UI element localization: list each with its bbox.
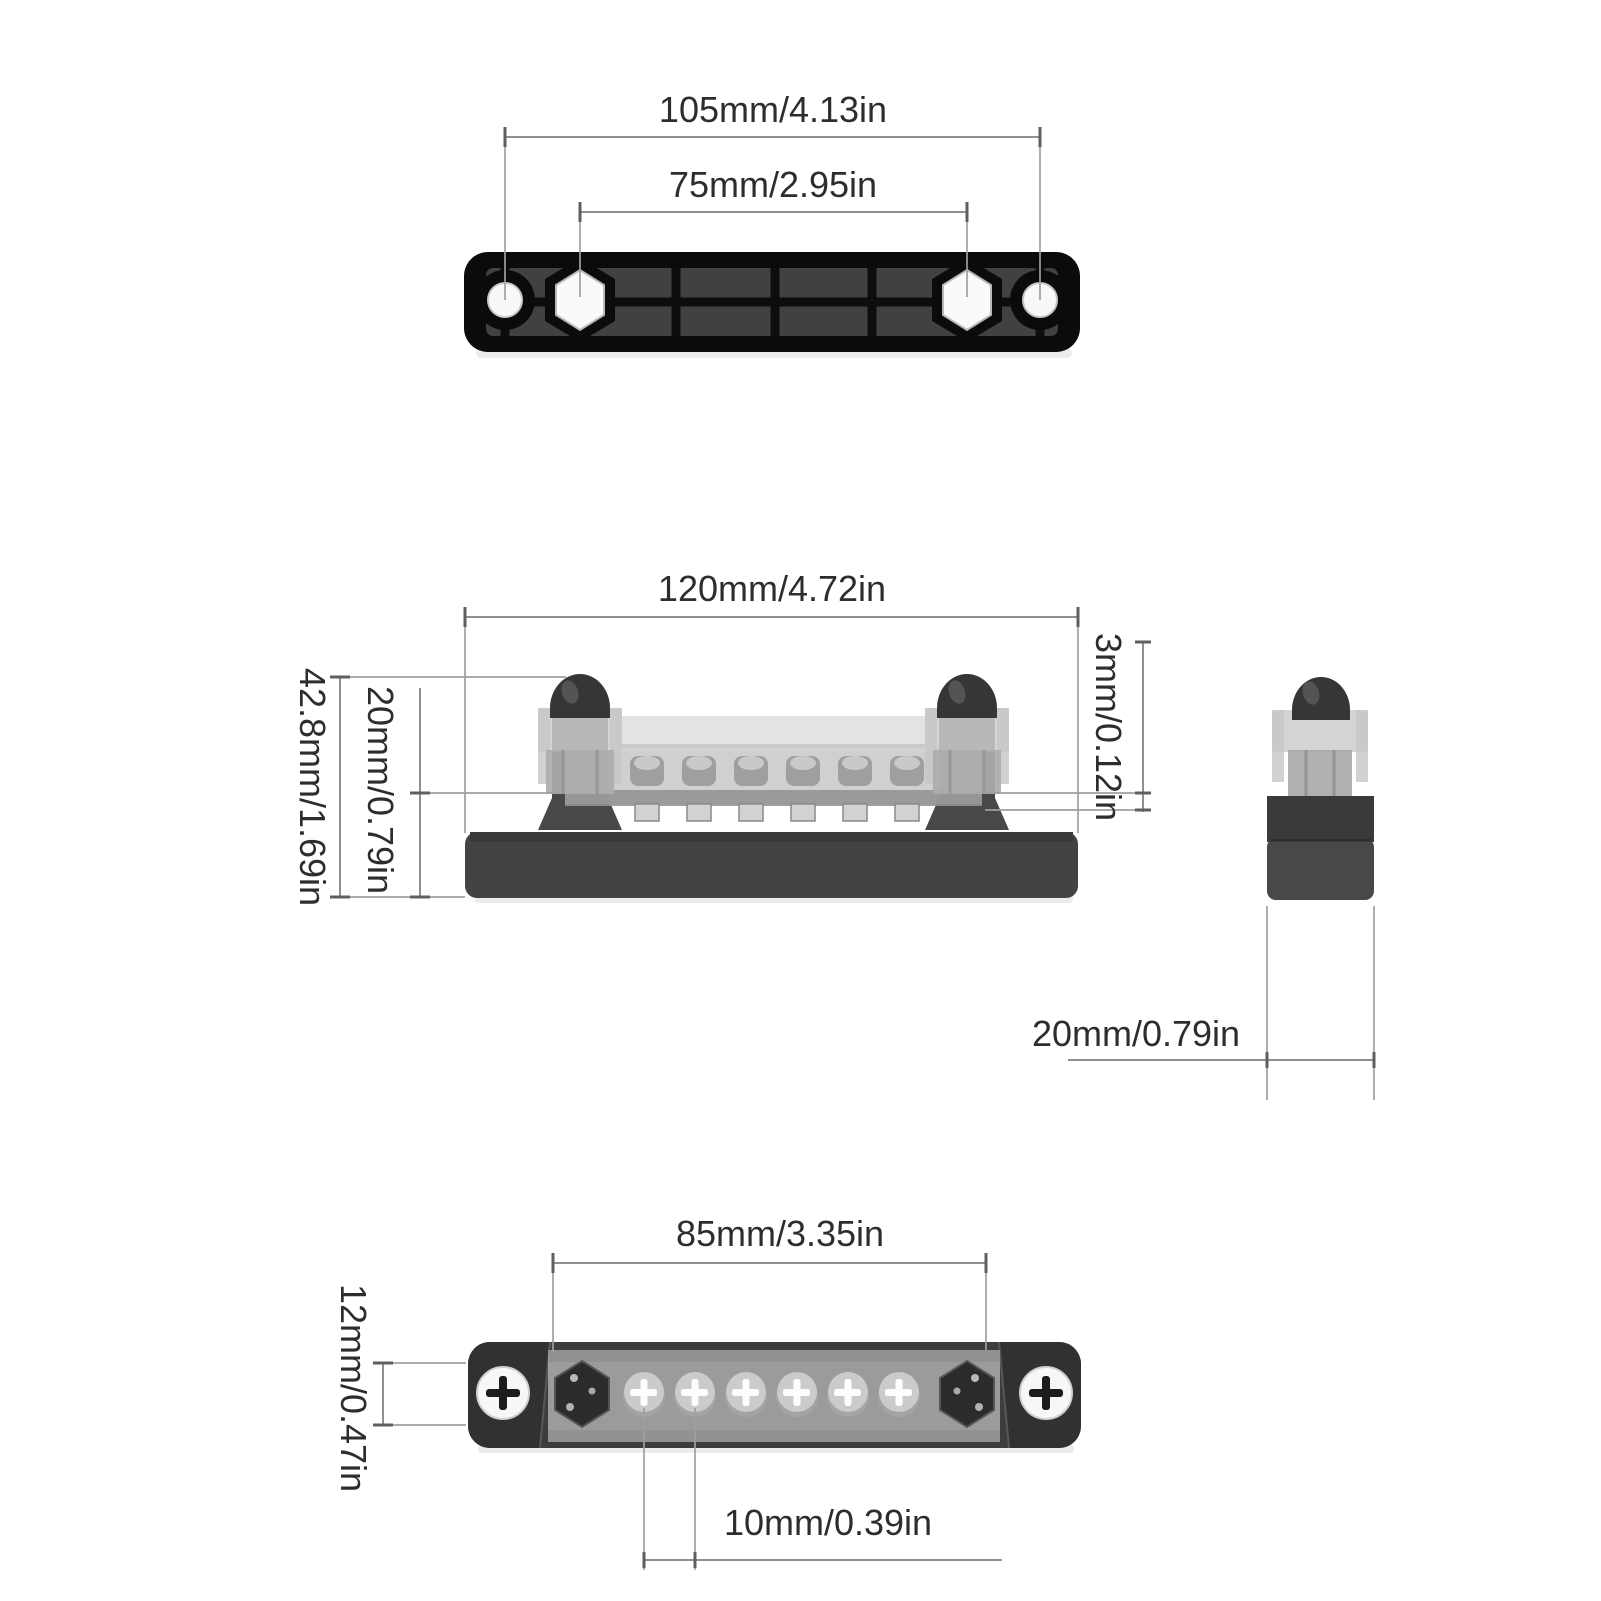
bottom-view-drawing xyxy=(468,1342,1081,1453)
screw-foot xyxy=(635,804,659,821)
terminal-screw xyxy=(776,1372,818,1417)
front-view-drawing xyxy=(465,674,1078,903)
dimension-label: 120mm/4.72in xyxy=(657,568,887,609)
dim-bottom-module-length xyxy=(553,1213,986,1352)
dimension-label: 85mm/3.35in xyxy=(675,1213,885,1254)
dim-side-depth xyxy=(1032,906,1374,1100)
hex-nut-right xyxy=(933,750,1001,794)
hex-nut-side xyxy=(1288,750,1352,798)
screw-foot xyxy=(739,804,763,821)
terminal-screw xyxy=(878,1372,920,1417)
dimension-label: 10mm/0.39in xyxy=(723,1502,933,1543)
stud-collar-side xyxy=(1272,710,1368,798)
dimension-label: 75mm/2.95in xyxy=(668,164,878,205)
screw-foot xyxy=(687,804,711,821)
dimension-label: 3mm/0.12in xyxy=(1088,632,1129,822)
base-lower-block-side xyxy=(1267,838,1374,900)
cover-crossbar-lower xyxy=(622,744,925,752)
cover-crossbar xyxy=(622,716,925,748)
stud-collar-left xyxy=(538,708,622,794)
terminal-screw xyxy=(725,1372,767,1417)
base-upper-block-side xyxy=(1267,796,1374,842)
mounting-screw-left xyxy=(477,1367,529,1419)
cover-panel-top-band xyxy=(548,1350,1000,1362)
cover-panel-bottom xyxy=(548,1350,1000,1442)
side-view xyxy=(1032,677,1374,1100)
dimension-label: 105mm/4.13in xyxy=(658,89,888,130)
bottom-view xyxy=(333,1213,1081,1570)
dimension-label: 42.8mm/1.69in xyxy=(292,667,333,907)
top-view xyxy=(464,89,1080,358)
screw-foot xyxy=(843,804,867,821)
dim-front-busbar-thickness xyxy=(985,633,1151,821)
screw-foot xyxy=(791,804,815,821)
dim-bottom-busbar-width xyxy=(333,1284,466,1492)
side-view-drawing xyxy=(1267,677,1374,900)
dimension-label: 12mm/0.47in xyxy=(333,1283,374,1493)
front-view xyxy=(292,568,1151,906)
stud-cap-left xyxy=(550,674,610,718)
mounting-screw-right xyxy=(1020,1367,1072,1419)
dimension-label: 20mm/0.79in xyxy=(1031,1013,1241,1054)
terminal-screw xyxy=(827,1372,869,1417)
screw-foot xyxy=(895,804,919,821)
stud-collar-right xyxy=(925,708,1009,794)
hex-nut-left xyxy=(546,750,614,794)
dimension-label: 20mm/0.79in xyxy=(360,685,401,895)
stud-cap-side xyxy=(1292,677,1350,720)
stud-cap-right xyxy=(937,674,997,718)
top-view-drawing xyxy=(464,252,1080,358)
cover-panel-bottom-band xyxy=(548,1430,1000,1442)
base-top-edge xyxy=(470,832,1073,842)
